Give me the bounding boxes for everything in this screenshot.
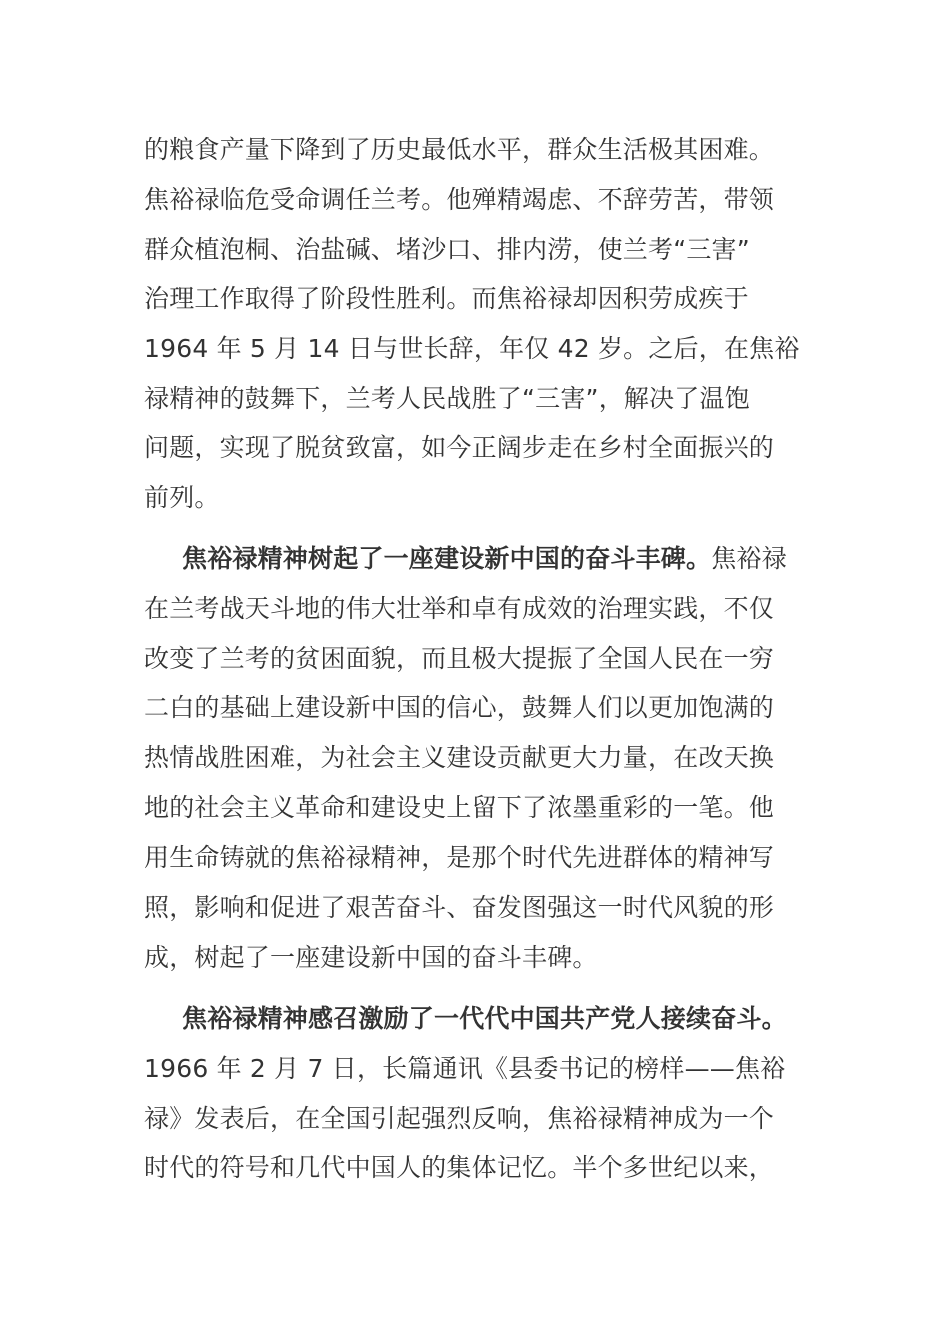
- paragraph-3-heading: 焦裕禄精神感召激励了一代代中国共产党人接续奋斗。: [182, 1004, 787, 1033]
- paragraph-1-line-6: 禄精神的鼓舞下，兰考人民战胜了“三害”，解决了温饱: [144, 384, 750, 413]
- paragraph-2-line-1: [182, 541, 787, 577]
- paragraph-2-line-8: 照，影响和促进了艰苦奋斗、奋发图强这一时代风貌的形: [144, 893, 775, 922]
- paragraph-1-line-3: 群众植泡桐、治盐碱、堵沙口、排内涝，使兰考“三害”: [144, 235, 750, 264]
- paragraph-2-heading: 焦裕禄精神树起了一座建设新中国的奋斗丰碑。: [182, 544, 712, 573]
- paragraph-1-line-2: 焦裕禄临危受命调任兰考。他殚精竭虑、不辞劳苦，带领: [144, 185, 775, 214]
- paragraph-2-line-6: 地的社会主义革命和建设史上留下了浓墨重彩的一笔。他: [144, 793, 775, 822]
- paragraph-3-line-4: 时代的符号和几代中国人的集体记忆。半个多世纪以来，: [144, 1153, 775, 1182]
- paragraph-2-line-4: 二白的基础上建设新中国的信心，鼓舞人们以更加饱满的: [144, 693, 775, 722]
- paragraph-2-first-line-rest: 焦裕禄: [711, 544, 787, 573]
- paragraph-2-line-3: 改变了兰考的贫困面貌，而且极大提振了全国人民在一穷: [144, 644, 775, 673]
- paragraph-2-line-7: 用生命铸就的焦裕禄精神，是那个时代先进群体的精神写: [144, 843, 775, 872]
- paragraph-2-line-5: 热情战胜困难，为社会主义建设贡献更大力量，在改天换: [144, 743, 775, 772]
- paragraph-2-line-2: 在兰考战天斗地的伟大壮举和卓有成效的治理实践，不仅: [144, 594, 775, 623]
- paragraph-1-line-4: 治理工作取得了阶段性胜利。而焦裕禄却因积劳成疾于: [144, 284, 749, 313]
- paragraph-1-line-7: 问题，实现了脱贫致富，如今正阔步走在乡村全面振兴的: [144, 433, 775, 462]
- paragraph-2-line-9: 成，树起了一座建设新中国的奋斗丰碑。: [144, 943, 598, 972]
- paragraph-1-line-8: 前列。: [144, 483, 220, 512]
- paragraph-3-line-3: 禄》发表后，在全国引起强烈反响，焦裕禄精神成为一个: [144, 1104, 775, 1133]
- paragraph-3-line-2: 1966 年 2 月 7 日，长篇通讯《县委书记的榜样——焦裕: [144, 1054, 786, 1083]
- paragraph-1-line-1: 的粮食产量下降到了历史最低水平，群众生活极其困难。: [144, 135, 775, 164]
- paragraph-1-line-5: 1964 年 5 月 14 日与世长辞，年仅 42 岁。之后，在焦裕: [144, 334, 800, 363]
